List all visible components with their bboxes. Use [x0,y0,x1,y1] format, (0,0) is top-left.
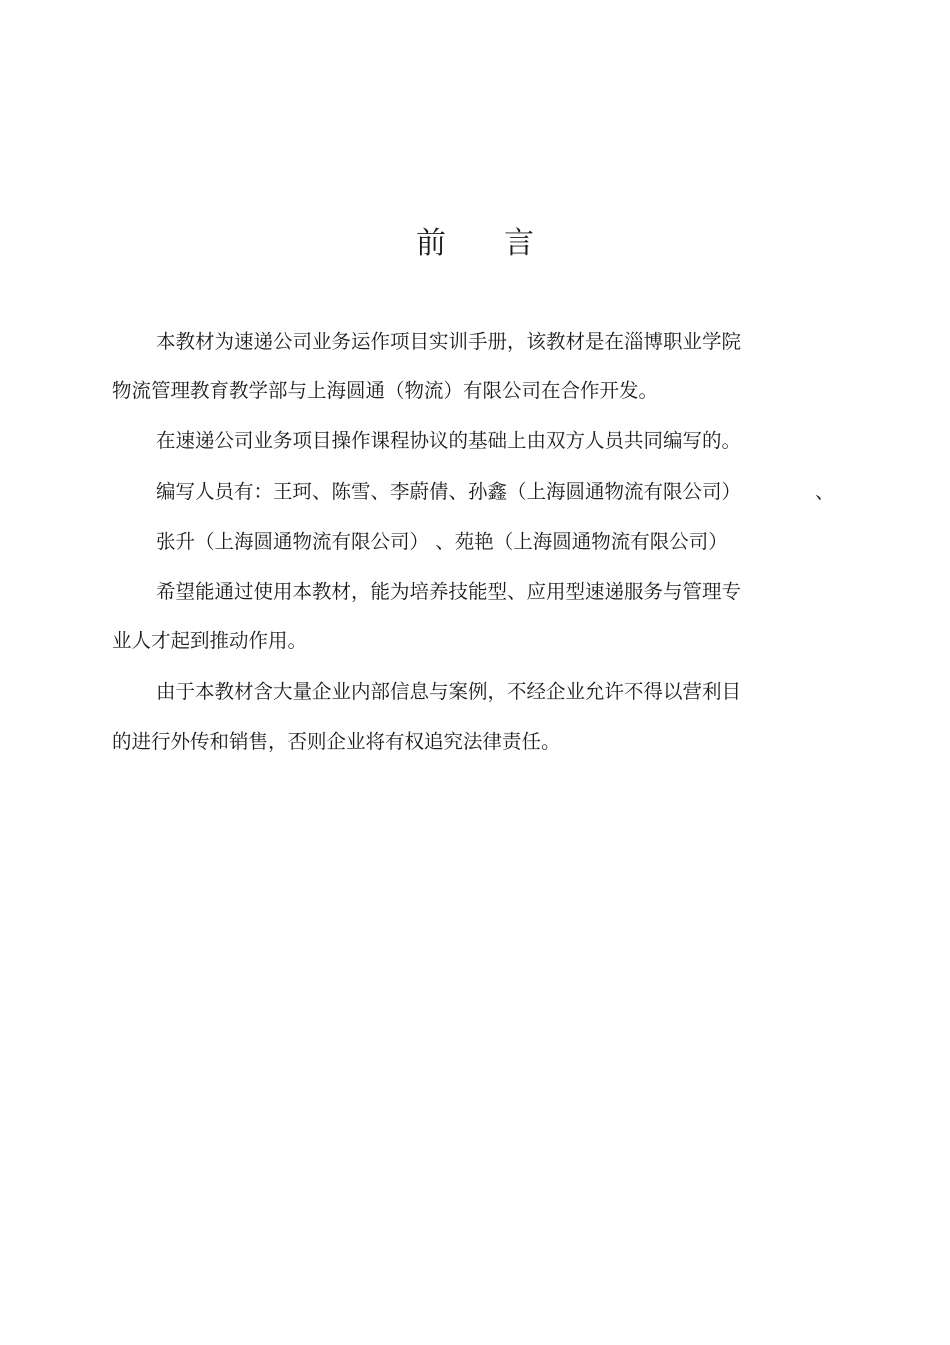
paragraph-line: 希望能通过使用本教材，能为培养技能型、应用型速递服务与管理专 [156,580,742,603]
paragraph-line: 编写人员有：王珂、陈雪、李蔚倩、孙鑫（上海圆通物流有限公司） [156,480,742,503]
paragraph-line: 由于本教材含大量企业内部信息与案例，不经企业允许不得以营利目 [156,680,742,703]
paragraph-line: 张升（上海圆通物流有限公司） 、苑艳（上海圆通物流有限公司） [156,530,728,553]
paragraph-line: 的进行外传和销售，否则企业将有权追究法律责任。 [112,730,561,753]
paragraph-line: 本教材为速递公司业务运作项目实训手册，该教材是在淄博职业学院 [156,330,742,353]
title-char-1: 前 [416,226,446,261]
trailing-punctuation: 、 [815,480,835,503]
paragraph-line: 物流管理教育教学部与上海圆通（物流）有限公司在合作开发。 [112,379,659,402]
paragraph-line: 在速递公司业务项目操作课程协议的基础上由双方人员共同编写的。 [156,429,742,452]
paragraph-line: 业人才起到推动作用。 [112,629,308,652]
page-title [0,222,950,266]
title-char-2: 言 [504,226,534,261]
